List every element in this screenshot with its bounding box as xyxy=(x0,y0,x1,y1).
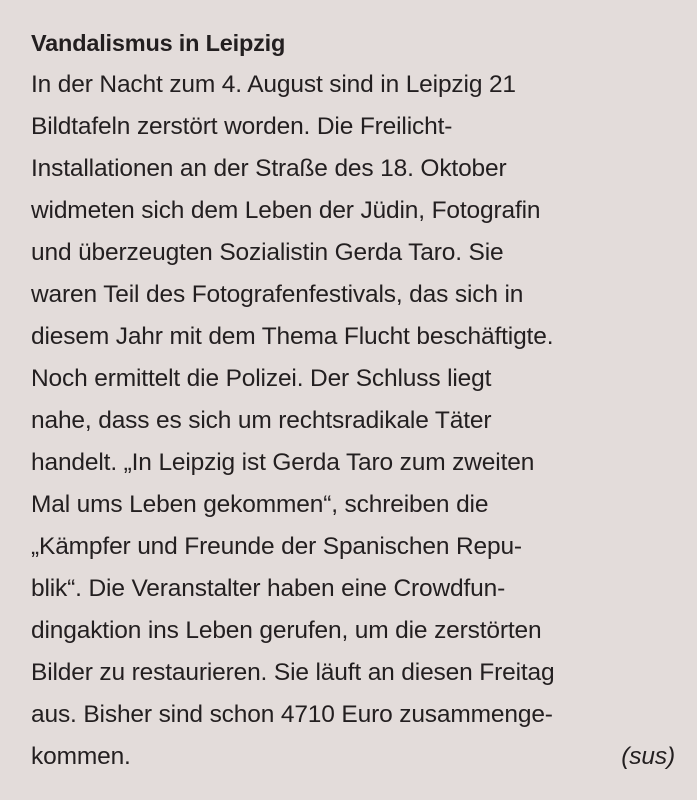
article-line: widmeten sich dem Leben der Jüdin, Fotografin xyxy=(31,197,541,224)
article-line: dingaktion ins Leben gerufen, um die zerstörten xyxy=(31,617,542,644)
article-headline: Vandalismus in Leipzig xyxy=(31,30,286,56)
article-line: Noch ermittelt die Polizei. Der Schluss liegt xyxy=(31,365,492,392)
article-last-line xyxy=(31,736,677,778)
article-final-text: kommen. xyxy=(31,743,131,770)
article-line: diesem Jahr mit dem Thema Flucht beschäftigte. xyxy=(31,323,554,350)
article-line: aus. Bisher sind schon 4710 Euro zusammenge- xyxy=(31,701,553,728)
article-line: nahe, dass es sich um rechtsradikale Täter xyxy=(31,407,492,434)
article-line: Installationen an der Straße des 18. Oktober xyxy=(31,155,507,182)
article-body xyxy=(31,64,677,778)
author-initials: (sus) xyxy=(621,743,675,770)
article-line: „Kämpfer und Freunde der Spanischen Repu- xyxy=(31,533,522,560)
article-line: In der Nacht zum 4. August sind in Leipzig 21 xyxy=(31,71,516,98)
article-line: Mal ums Leben gekommen“, schreiben die xyxy=(31,491,489,518)
article-line: handelt. „In Leipzig ist Gerda Taro zum zweiten xyxy=(31,449,535,476)
article-line: waren Teil des Fotografenfestivals, das sich in xyxy=(31,281,524,308)
article-line: blik“. Die Veranstalter haben eine Crowdfun- xyxy=(31,575,506,602)
article-line: Bildtafeln zerstört worden. Die Freilicht- xyxy=(31,113,453,140)
article-line: und überzeugten Sozialistin Gerda Taro. Sie xyxy=(31,239,504,266)
article-line: Bilder zu restaurieren. Sie läuft an diesen Freitag xyxy=(31,659,555,686)
